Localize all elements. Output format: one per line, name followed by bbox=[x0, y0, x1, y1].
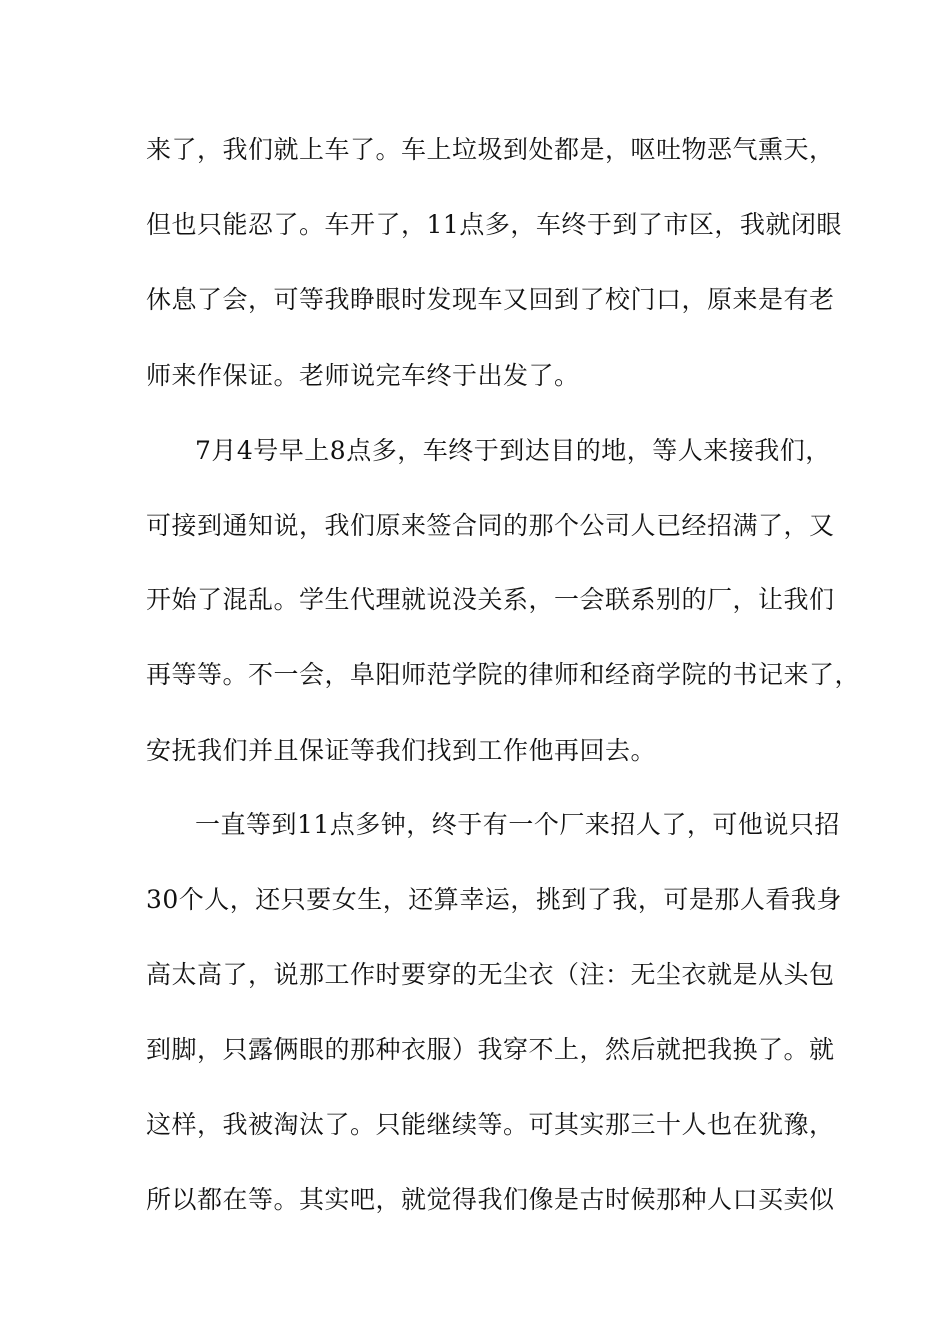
paragraph-start-line: 一直等到11点多钟，终于有一个厂来招人了，可他说只招 bbox=[195, 810, 840, 839]
text-line: 这样，我被淘汰了。只能继续等。可其实那三十人也在犹豫， bbox=[146, 1110, 835, 1139]
text-line: 开始了混乱。学生代理就说没关系，一会联系别的厂，让我们 bbox=[146, 585, 835, 614]
text-line: 30个人，还只要女生，还算幸运，挑到了我，可是那人看我身 bbox=[146, 885, 842, 914]
text-line: 师来作保证。老师说完车终于出发了。 bbox=[146, 361, 580, 390]
text-line: 安抚我们并且保证等我们找到工作他再回去。 bbox=[146, 736, 657, 765]
text-line: 所以都在等。其实吧，就觉得我们像是古时候那种人口买卖似 bbox=[146, 1185, 835, 1214]
paragraph-start-line: 7月4号早上8点多，车终于到达目的地，等人来接我们， bbox=[195, 436, 831, 465]
text-line: 到脚，只露俩眼的那种衣服）我穿不上，然后就把我换了。就 bbox=[146, 1035, 835, 1064]
text-line: 休息了会，可等我睁眼时发现车又回到了校门口，原来是有老 bbox=[146, 285, 835, 314]
text-line: 可接到通知说，我们原来签合同的那个公司人已经招满了，又 bbox=[146, 511, 835, 540]
text-line: 来了，我们就上车了。车上垃圾到处都是，呕吐物恶气熏天， bbox=[146, 135, 835, 164]
text-line: 高太高了，说那工作时要穿的无尘衣（注：无尘衣就是从头包 bbox=[146, 960, 835, 989]
text-line: 但也只能忍了。车开了，11点多，车终于到了市区，我就闭眼 bbox=[146, 210, 842, 239]
text-line: 再等等。不一会，阜阳师范学院的律师和经商学院的书记来了， bbox=[146, 660, 861, 689]
